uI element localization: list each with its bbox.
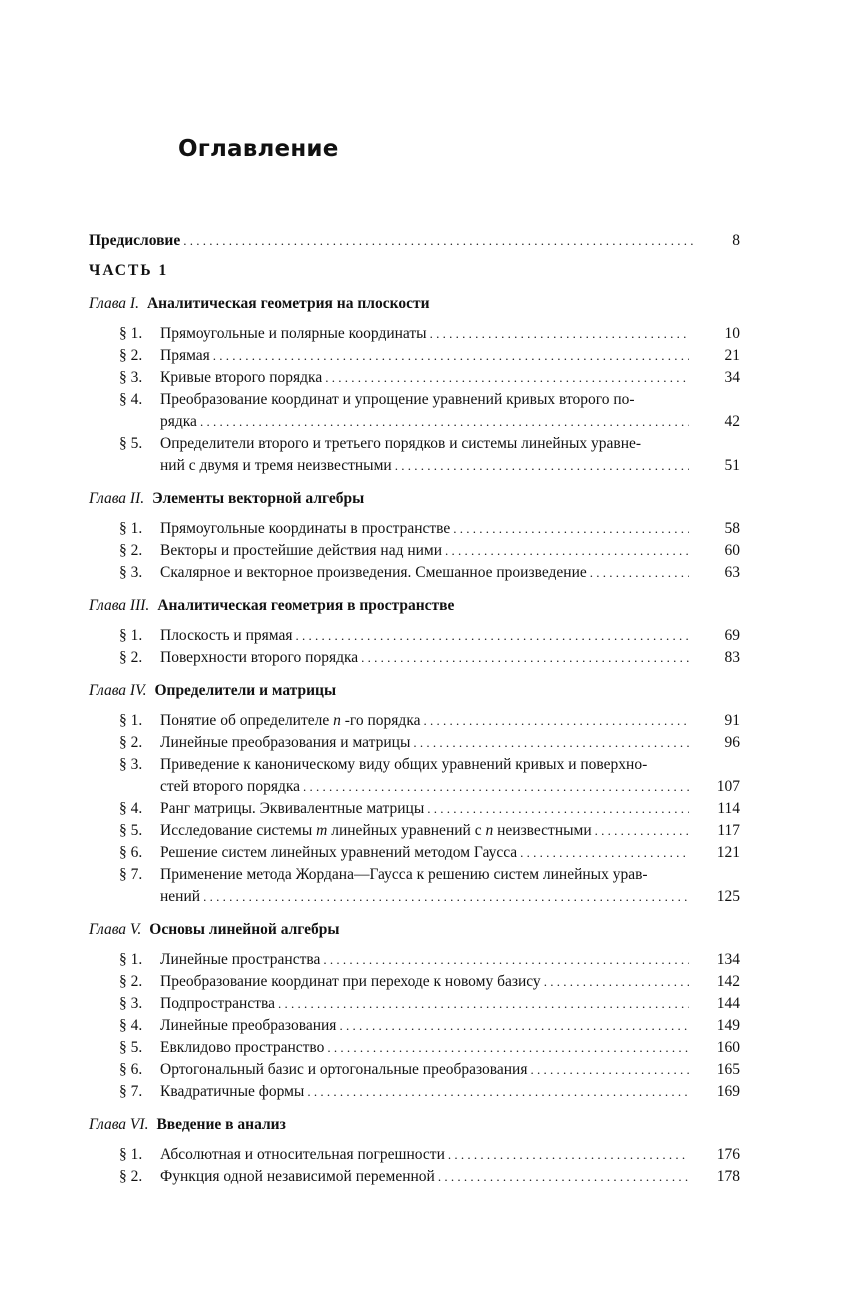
section-title: Линейные преобразования и матрицы	[160, 734, 411, 751]
chapter-number: Глава VI.	[89, 1116, 149, 1133]
chapter-heading[interactable]	[0, 919, 857, 941]
leader-dots	[295, 625, 689, 647]
chapter-title: Элементы векторной алгебры	[152, 490, 365, 507]
section-title-leader	[160, 732, 691, 754]
toc-entry-section[interactable]	[0, 1037, 857, 1059]
section-line	[0, 886, 857, 908]
section-line	[0, 518, 857, 540]
leader-dots	[544, 971, 689, 993]
page-number: 178	[716, 1168, 740, 1185]
section-title-leader	[160, 625, 691, 647]
section-title-leader	[160, 367, 691, 389]
toc-entry-section[interactable]	[0, 647, 857, 669]
page-number: 34	[724, 369, 740, 386]
page-number: 169	[716, 1083, 740, 1100]
leader-dots	[395, 455, 689, 477]
section-title: нений	[160, 888, 201, 905]
section-line	[0, 754, 857, 776]
section-title-leader	[160, 886, 691, 908]
section-line	[0, 1081, 857, 1103]
section-title-leader	[160, 1037, 691, 1059]
section-number: § 1.	[119, 951, 143, 968]
section-line	[0, 798, 857, 820]
leader-dots	[361, 647, 689, 669]
section-number: § 6.	[119, 1061, 143, 1078]
section-number: § 4.	[119, 391, 143, 408]
toc-entry-section[interactable]	[0, 433, 857, 477]
section-line	[0, 625, 857, 647]
leader-dots	[595, 820, 689, 842]
chapter-title: Основы линейной алгебры	[149, 921, 340, 938]
section-title-leader	[160, 562, 691, 584]
page-number: 42	[724, 413, 740, 430]
section-title: Линейные преобразования	[160, 1017, 337, 1034]
section-title-line: Приведение к каноническому виду общих уравнений кривых и поверхно-	[160, 756, 648, 773]
section-line	[0, 433, 857, 455]
leader-dots	[430, 323, 689, 345]
section-line	[0, 776, 857, 798]
section-number: § 1.	[119, 1146, 143, 1163]
preface-label: Предисловие	[89, 232, 181, 249]
chapter-title: Аналитическая геометрия на плоскости	[146, 295, 430, 312]
toc-entry-section[interactable]	[0, 1144, 857, 1166]
section-title: Кривые второго порядка	[160, 369, 323, 386]
section-number: § 1.	[119, 627, 143, 644]
section-title: Квадратичные формы	[160, 1083, 305, 1100]
section-number: § 3.	[119, 995, 143, 1012]
section-line	[0, 1015, 857, 1037]
leader-dots	[438, 1166, 689, 1188]
section-title-leader	[160, 949, 691, 971]
toc-entry-section[interactable]	[0, 540, 857, 562]
section-line	[0, 367, 857, 389]
section-number: § 2.	[119, 734, 143, 751]
page-number: 107	[716, 778, 740, 795]
section-title: Прямоугольные координаты в пространстве	[160, 520, 451, 537]
section-title: рядка	[160, 413, 197, 430]
section-number: § 7.	[119, 1083, 143, 1100]
chapter-heading-text	[89, 1114, 286, 1136]
section-number: § 3.	[119, 756, 143, 773]
section-number: § 5.	[119, 822, 143, 839]
section-line	[0, 1144, 857, 1166]
toc-entry-section[interactable]	[0, 971, 857, 993]
section-line	[0, 323, 857, 345]
section-number: § 5.	[119, 435, 143, 452]
chapter-heading-text	[89, 919, 340, 941]
toc-entry-section[interactable]	[0, 518, 857, 540]
page-number: 160	[716, 1039, 740, 1056]
page-number: 114	[717, 800, 740, 817]
section-title: Ранг матрицы. Эквивалентные матрицы	[160, 800, 425, 817]
page-number: 83	[724, 649, 740, 666]
page-number: 58	[724, 520, 740, 537]
chapter-number: Глава V.	[89, 921, 142, 938]
page-number: 121	[716, 844, 740, 861]
chapter-heading-text	[89, 488, 364, 510]
chapter-list	[0, 282, 857, 1188]
page-number: 69	[724, 627, 740, 644]
chapter-number: Глава III.	[89, 597, 150, 614]
chapter-number: Глава II.	[89, 490, 145, 507]
leader-dots	[307, 1081, 689, 1103]
toc-entry-section[interactable]	[0, 1015, 857, 1037]
toc-entry-section[interactable]	[0, 710, 857, 732]
section-line	[0, 993, 857, 1015]
section-line	[0, 1166, 857, 1188]
section-title-leader	[160, 345, 691, 367]
leader-dots	[203, 886, 689, 908]
chapter-number: Глава IV.	[89, 682, 147, 699]
leader-dots	[327, 1037, 689, 1059]
section-number: § 3.	[119, 564, 143, 581]
section-title: Понятие об определителе n -го порядка	[160, 712, 421, 729]
toc-entry-section[interactable]	[0, 864, 857, 908]
page-number: 149	[716, 1017, 740, 1034]
toc-entry-section[interactable]	[0, 798, 857, 820]
section-title: Прямая	[160, 347, 210, 364]
section-line	[0, 949, 857, 971]
section-title-leader	[160, 411, 691, 433]
section-title-leader	[160, 540, 691, 562]
toc-entry-section[interactable]	[0, 1081, 857, 1103]
section-line	[0, 732, 857, 754]
section-line	[0, 864, 857, 886]
part-heading	[0, 260, 857, 282]
page-number: 96	[724, 734, 740, 751]
leader-dots	[520, 842, 689, 864]
section-title-leader	[160, 710, 691, 732]
section-title-leader	[160, 776, 691, 798]
chapter-heading-text	[89, 293, 430, 315]
chapter-heading[interactable]	[0, 680, 857, 702]
section-number: § 7.	[119, 866, 143, 883]
section-title: Исследование системы m линейных уравнений с n неизвестными	[160, 822, 592, 839]
leader-dots	[448, 1144, 689, 1166]
section-title: Поверхности второго порядка	[160, 649, 359, 666]
section-number: § 2.	[119, 347, 143, 364]
page-number: 176	[716, 1146, 740, 1163]
page-number: 63	[724, 564, 740, 581]
page-number: 165	[716, 1061, 740, 1078]
section-title: Линейные пространства	[160, 951, 321, 968]
section-line	[0, 455, 857, 477]
section-title-leader	[160, 820, 691, 842]
section-line	[0, 562, 857, 584]
section-number: § 2.	[119, 542, 143, 559]
section-title-leader	[160, 1144, 691, 1166]
page-number: 134	[716, 951, 740, 968]
page-number: 8	[732, 232, 740, 249]
section-title: стей второго порядка	[160, 778, 301, 795]
toc-entry-preface[interactable]	[0, 230, 857, 252]
section-line	[0, 411, 857, 433]
section-title: Ортогональный базис и ортогональные преобразования	[160, 1061, 528, 1078]
section-line	[0, 820, 857, 842]
section-line	[0, 971, 857, 993]
page-number: 91	[724, 712, 740, 729]
toc-entry-section[interactable]	[0, 345, 857, 367]
section-title-leader	[160, 647, 691, 669]
section-title-leader	[160, 993, 691, 1015]
chapter-heading-text	[89, 595, 454, 617]
section-number: § 3.	[119, 369, 143, 386]
toc-entry-section[interactable]	[0, 732, 857, 754]
section-title: Плоскость и прямая	[160, 627, 293, 644]
section-number: § 2.	[119, 973, 143, 990]
page-number: 21	[724, 347, 740, 364]
chapter-heading-text	[89, 680, 336, 702]
leader-dots	[413, 732, 689, 754]
toc-entry-section[interactable]	[0, 820, 857, 842]
section-title-leader	[160, 455, 691, 477]
leader-dots	[183, 230, 693, 252]
section-number: § 2.	[119, 1168, 143, 1185]
section-title: Подпространства	[160, 995, 275, 1012]
toc-entry-section[interactable]	[0, 562, 857, 584]
section-title-line: Определители второго и третьего порядков и системы линейных уравне-	[160, 435, 642, 452]
section-number: § 2.	[119, 649, 143, 666]
chapter-number: Глава I.	[89, 295, 139, 312]
section-title: Скалярное и векторное произведения. Смешанное произведение	[160, 564, 587, 581]
section-title: Функция одной независимой переменной	[160, 1168, 435, 1185]
section-line	[0, 1059, 857, 1081]
section-title: Евклидово пространство	[160, 1039, 325, 1056]
toc-entry-section[interactable]	[0, 1166, 857, 1188]
leader-dots	[339, 1015, 689, 1037]
section-number: § 5.	[119, 1039, 143, 1056]
leader-dots	[590, 562, 689, 584]
toc-entry-section[interactable]	[0, 323, 857, 345]
section-title-line: Применение метода Жордана—Гаусса к решению систем линейных урав-	[160, 866, 648, 883]
leader-dots	[445, 540, 689, 562]
toc-entry-section[interactable]	[0, 949, 857, 971]
section-title: Преобразование координат при переходе к новому базису	[160, 973, 541, 990]
section-title-leader	[160, 842, 691, 864]
page-number: 144	[716, 995, 740, 1012]
chapter-heading[interactable]	[0, 595, 857, 617]
page-number: 142	[716, 973, 740, 990]
toc-entry-section[interactable]	[0, 754, 857, 798]
page-number: 51	[724, 457, 740, 474]
section-line	[0, 540, 857, 562]
section-line	[0, 1037, 857, 1059]
leader-dots	[453, 518, 689, 540]
section-line	[0, 647, 857, 669]
leader-dots	[325, 367, 689, 389]
chapter-title: Аналитическая геометрия в пространстве	[157, 597, 455, 614]
page-title: Оглавление	[178, 136, 339, 162]
page-number: 125	[716, 888, 740, 905]
section-line	[0, 389, 857, 411]
section-number: § 1.	[119, 520, 143, 537]
chapter-heading[interactable]	[0, 1114, 857, 1136]
section-title-leader	[160, 1059, 691, 1081]
section-title: ний с двумя и тремя неизвестными	[160, 457, 392, 474]
toc-entry-section[interactable]	[0, 842, 857, 864]
section-title: Векторы и простейшие действия над ними	[160, 542, 443, 559]
section-line	[0, 345, 857, 367]
part-label: ЧАСТЬ 1	[89, 262, 169, 279]
section-number: § 6.	[119, 844, 143, 861]
section-title-leader	[160, 323, 691, 345]
section-number: § 4.	[119, 800, 143, 817]
section-number: § 4.	[119, 1017, 143, 1034]
section-title: Решение систем линейных уравнений методом Гаусса	[160, 844, 518, 861]
toc-entry-section[interactable]	[0, 993, 857, 1015]
section-number: § 1.	[119, 712, 143, 729]
section-line	[0, 710, 857, 732]
page-number: 117	[717, 822, 740, 839]
section-title: Абсолютная и относительная погрешности	[160, 1146, 445, 1163]
section-number: § 1.	[119, 325, 143, 342]
section-title-leader	[160, 971, 691, 993]
leader-dots	[200, 411, 689, 433]
chapter-heading[interactable]	[0, 488, 857, 510]
section-title-leader	[160, 798, 691, 820]
chapter-title: Введение в анализ	[156, 1116, 286, 1133]
section-title-line: Преобразование координат и упрощение уравнений кривых второго по-	[160, 391, 635, 408]
page-number: 60	[724, 542, 740, 559]
chapter-heading[interactable]	[0, 293, 857, 315]
page-number: 10	[724, 325, 740, 342]
leader-dots	[427, 798, 689, 820]
leader-dots	[278, 993, 689, 1015]
section-title-leader	[160, 1081, 691, 1103]
leader-dots	[303, 776, 689, 798]
leader-dots	[213, 345, 689, 367]
section-title-leader	[160, 1015, 691, 1037]
section-title-leader	[160, 518, 691, 540]
leader-dots	[530, 1059, 689, 1081]
toc-entry-section[interactable]	[0, 389, 857, 433]
toc-entry-section[interactable]	[0, 367, 857, 389]
section-title-leader	[160, 1166, 691, 1188]
section-title: Прямоугольные и полярные координаты	[160, 325, 427, 342]
section-line	[0, 842, 857, 864]
leader-dots	[323, 949, 689, 971]
chapter-title: Определители и матрицы	[154, 682, 337, 699]
table-of-contents	[0, 230, 857, 1188]
leader-dots	[424, 710, 690, 732]
toc-entry-section[interactable]	[0, 625, 857, 647]
toc-entry-section[interactable]	[0, 1059, 857, 1081]
